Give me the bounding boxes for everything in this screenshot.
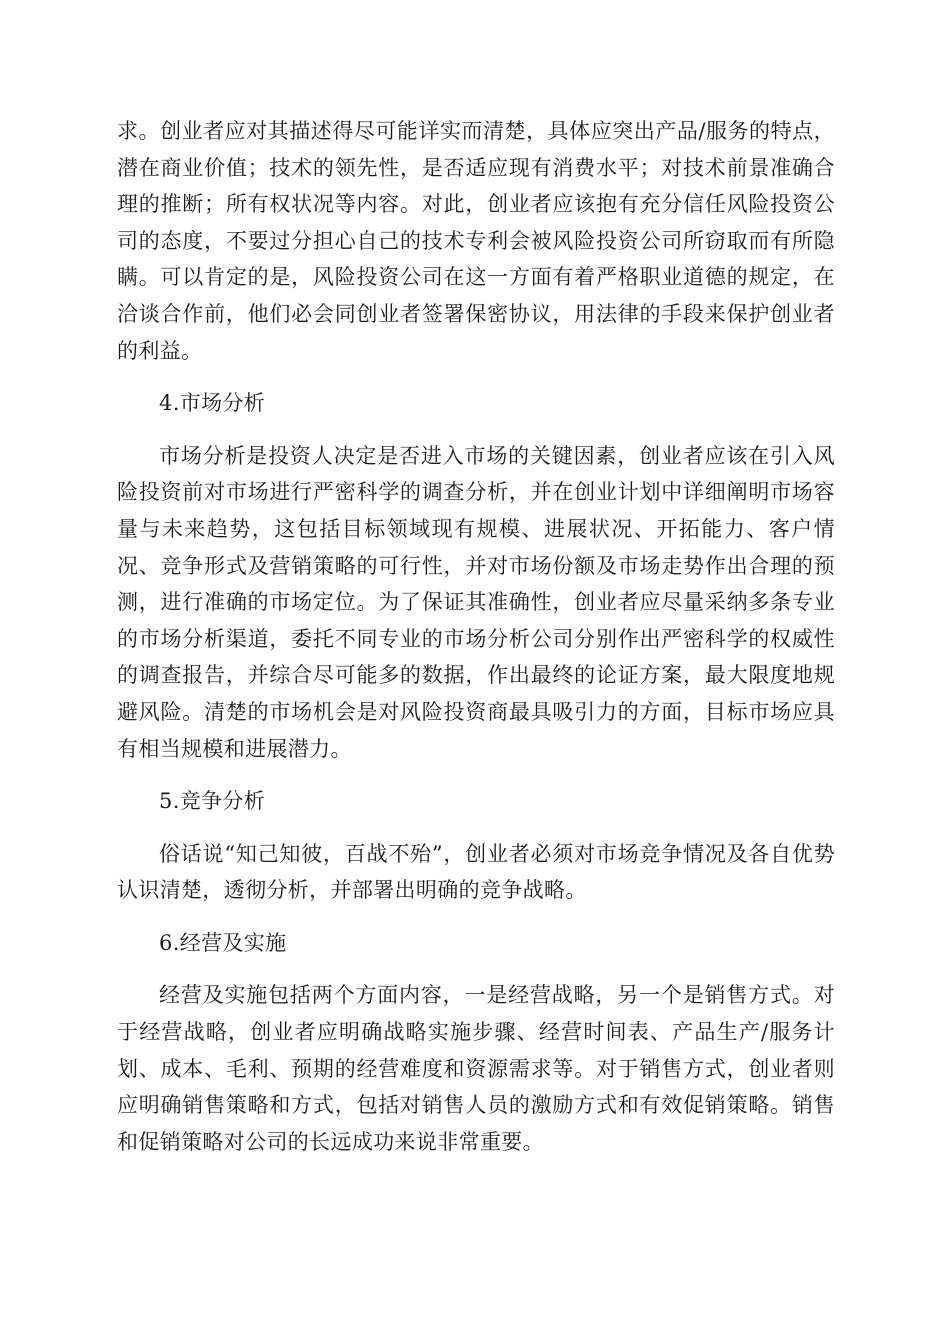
section-paragraph-competition-analysis: 俗话说“知己知彼，百战不殆”，创业者必须对市场竞争情况及各自优势认识清楚，透彻分析，并部署出明确的竞争战略。 <box>117 841 835 903</box>
section-paragraph-market-analysis: 市场分析是投资人决定是否进入市场的关键因素，创业者应该在引入风险投资前对市场进行严密科学的调查分析，并在创业计划中详细阐明市场容量与未来趋势，这包括目标领域现有规模、进展状况、开拓能力、客户情况、竞争形式及营销策略的可行性，并对市场份额及市场走势作出合理的预测，进行准确的市场定位。为了保证其准确性，创业者应尽量采纳多条专业的市场分析渠道，委托不同专业的市场分析公司分别作出严密科学的权威性的调查报告，并综合尽可能多的数据，作出最终的论证方案，最大限度地规避风险。清楚的市场机会是对风险投资商最具吸引力的方面，目标市场应具有相当规模和进展潜力。 <box>117 443 835 761</box>
section-heading-market-analysis: 4.市场分析 <box>159 391 266 416</box>
document-body <box>117 113 835 1160</box>
section-paragraph-operations: 经营及实施包括两个方面内容，一是经营战略，另一个是销售方式。对于经营战略，创业者应明确战略实施步骤、经营时间表、产品生产/服务计划、成本、毛利、预期的经营难度和资源需求等。对于销售方式，创业者则应明确销售策略和方式，包括对销售人员的激励方式和有效促销策略。销售和促销策略对公司的长远成功来说非常重要。 <box>117 983 835 1154</box>
continuation-paragraph: 求。创业者应对其描述得尽可能详实而清楚，具体应突出产品/服务的特点，潜在商业价值；技术的领先性，是否适应现有消费水平；对技术前景准确合理的推断；所有权状况等内容。对此，创业者应该抱有充分信任风险投资公司的态度，不要过分担心自己的技术专利会被风险投资公司所窃取而有所隐瞒。可以肯定的是，风险投资公司在这一方面有着严格职业道德的规定，在洽谈合作前，他们必会同创业者签署保密协议，用法律的手段来保护创业者的利益。 <box>117 119 835 363</box>
section-heading-competition-analysis: 5.竞争分析 <box>159 789 266 814</box>
section-heading-operations: 6.经营及实施 <box>159 930 287 955</box>
